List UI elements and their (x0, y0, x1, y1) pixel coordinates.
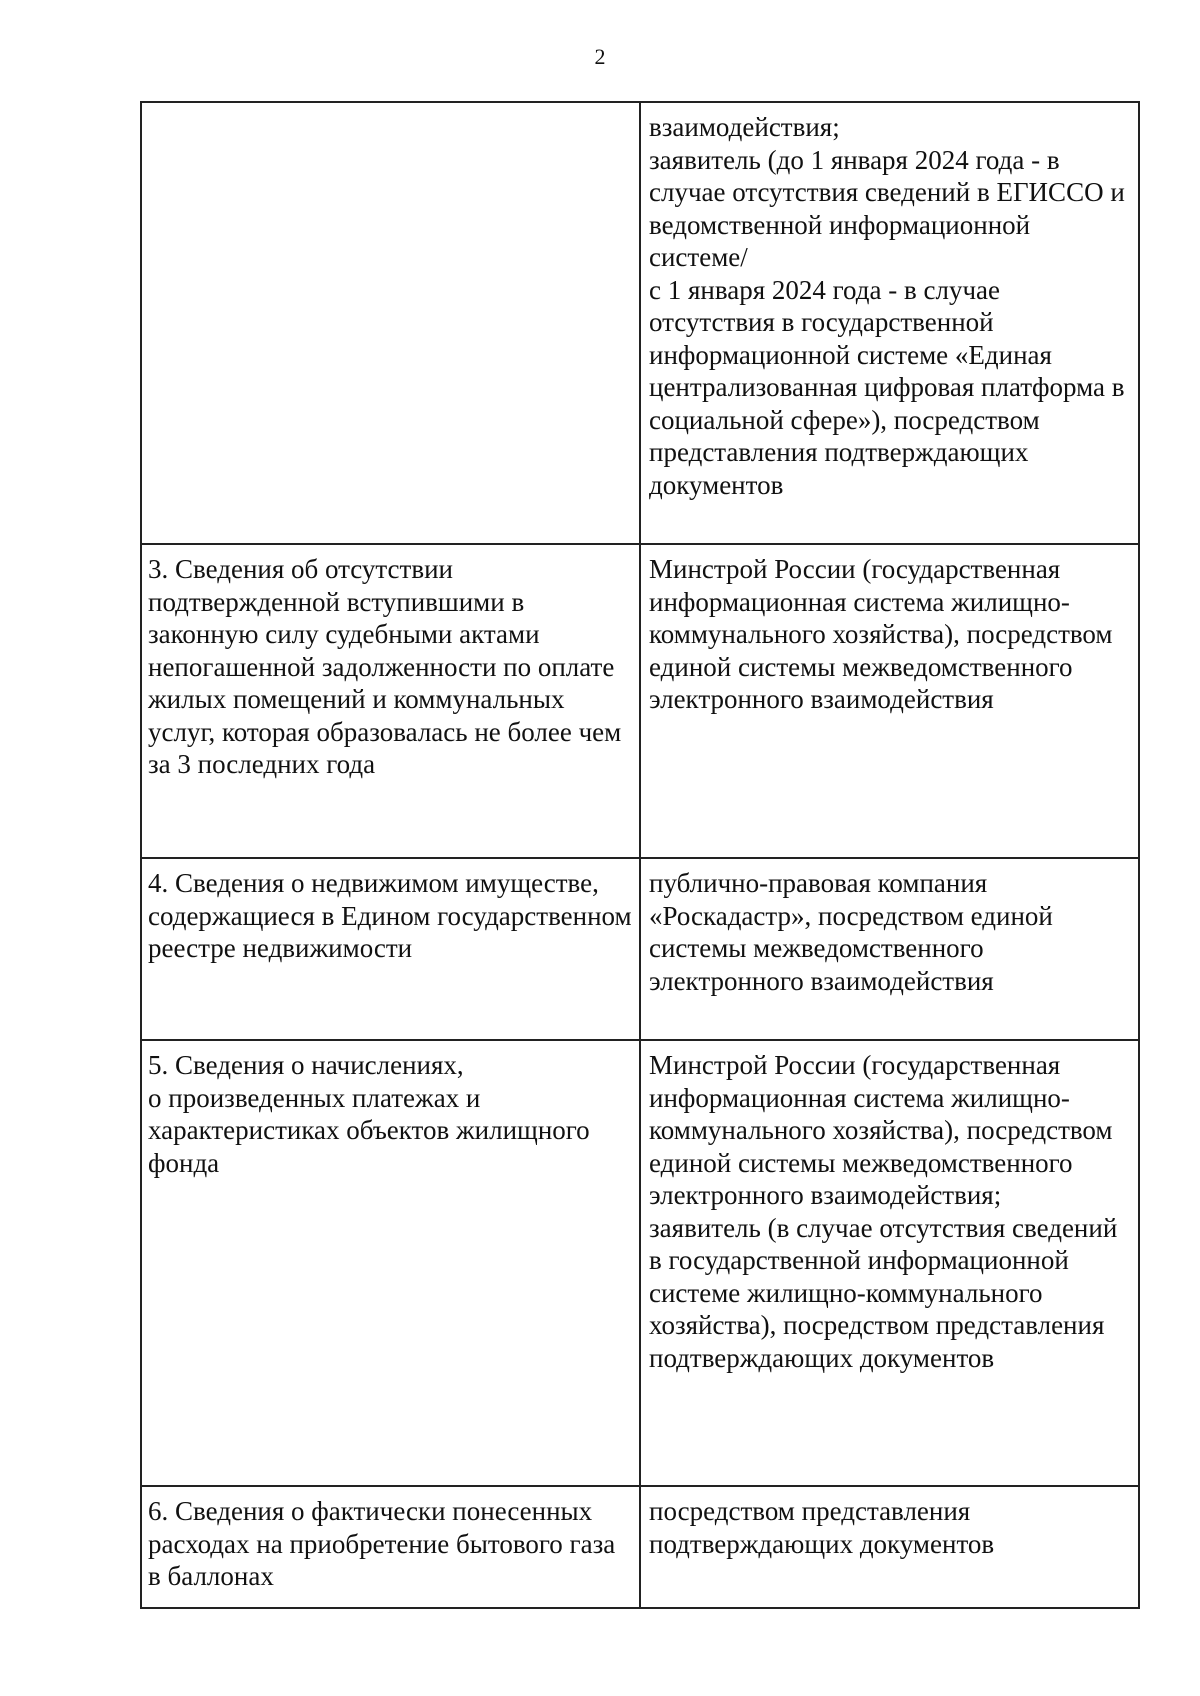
table-cell-source: Минстрой России (государственная информационная система жилищно-коммунального хозяйства), посредством единой системы межведомственного электронного взаимодействия; заявитель (в случае отсутствия сведений в государственной информационной системе жилищно-коммунального хозяйства), посредством представления подтверждающих документов (640, 1040, 1139, 1486)
table-cell-source: Минстрой России (государственная информационная система жилищно-коммунального хозяйства), посредством единой системы межведомственного электронного взаимодействия (640, 544, 1139, 858)
page-number: 2 (594, 44, 606, 69)
table-cell-document: 3. Сведения об отсутствии подтвержденной вступившими в законную силу судебными актами непогашенной задолженности по оплате жилых помещений и коммунальных услуг, которая образовалась не более чем за 3 последних года (141, 544, 640, 858)
table-row (141, 102, 1139, 544)
table-row (141, 544, 1139, 858)
requirements-table (140, 101, 1140, 1609)
table-cell-document: 4. Сведения о недвижимом имуществе, содержащиеся в Едином государственном реестре недвижимости (141, 858, 640, 1040)
table-cell-source: взаимодействия; заявитель (до 1 января 2024 года - в случае отсутствия сведений в ЕГИССО и ведомственной информационной системе/ с 1 января 2024 года - в случае отсутствия в государственной информационной системе «Единая централизованная цифровая платформа в социальной сфере»), посредством представления подтверждающих документов (640, 102, 1139, 544)
table-row (141, 1040, 1139, 1486)
table-cell-document (141, 102, 640, 544)
table-cell-source: публично-правовая компания «Роскадастр», посредством единой системы межведомственного электронного взаимодействия (640, 858, 1139, 1040)
table-cell-document: 6. Сведения о фактически понесенных расходах на приобретение бытового газа в баллонах (141, 1486, 640, 1608)
table-cell-source: посредством представления подтверждающих документов (640, 1486, 1139, 1608)
table-row (141, 858, 1139, 1040)
table-cell-document: 5. Сведения о начислениях, о произведенных платежах и характеристиках объектов жилищного фонда (141, 1040, 640, 1486)
table-row (141, 1486, 1139, 1608)
